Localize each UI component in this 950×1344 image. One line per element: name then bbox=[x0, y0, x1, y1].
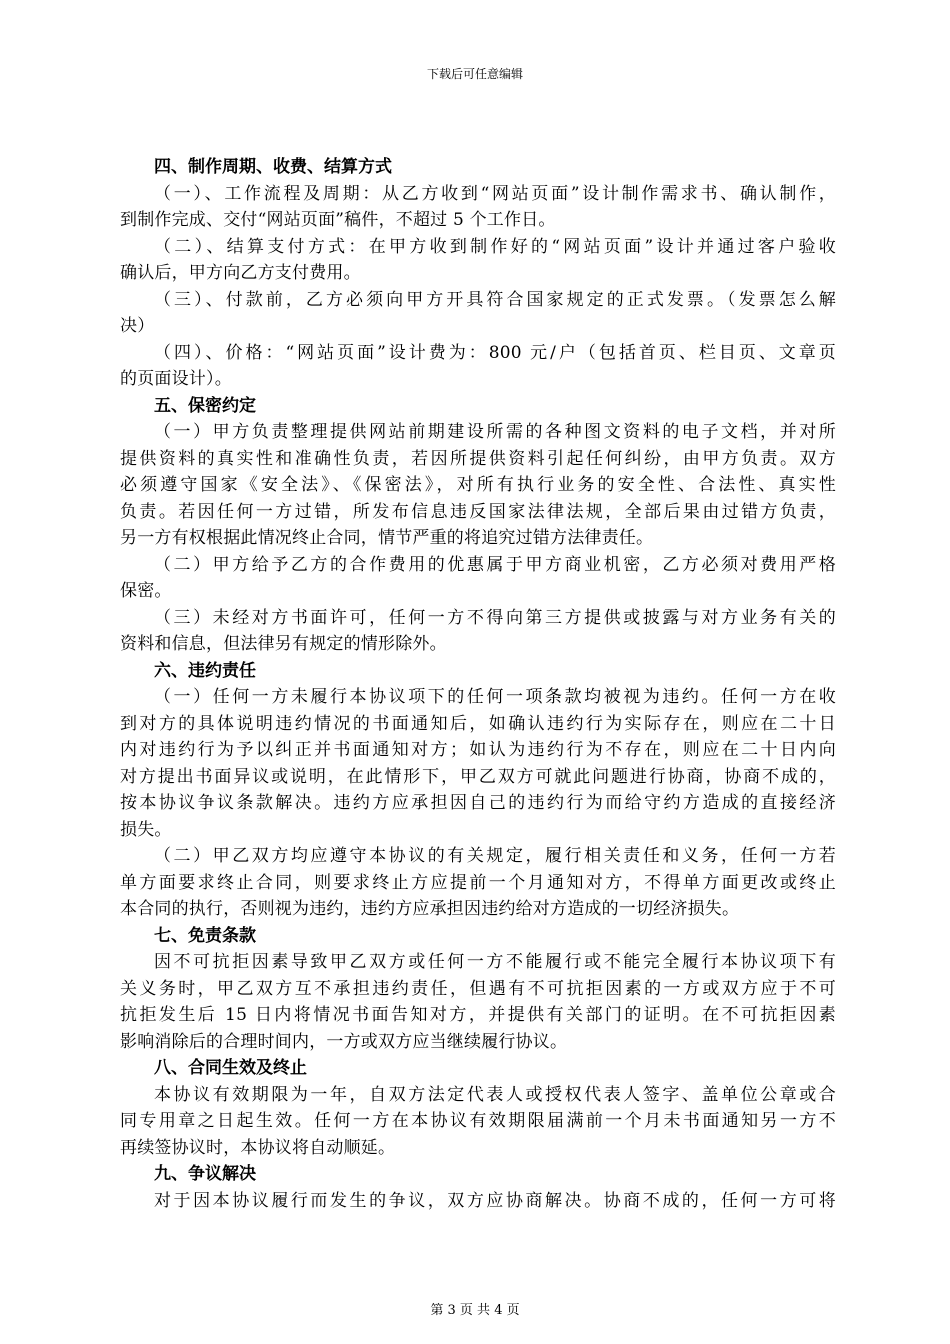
paragraph-line: 对方提出书面异议或说明，在此情形下，甲乙双方可就此问题进行协商，协商不成的， bbox=[120, 766, 836, 787]
paragraph-line: （二）、结算支付方式：在甲方收到制作好的“网站页面”设计并通过客户验收 bbox=[154, 236, 836, 257]
section-heading: 九、争议解决 bbox=[154, 1164, 256, 1184]
paragraph-line: 负责。若因任何一方过错，所发布信息违反国家法律法规，全部后果由过错方负责， bbox=[120, 501, 836, 522]
paragraph-line: （二）甲乙双方均应遵守本协议的有关规定，履行相关责任和义务，任何一方若 bbox=[154, 846, 836, 866]
paragraph-line: 对于因本协议履行而发生的争议，双方应协商解决。协商不成的，任何一方可将 bbox=[154, 1190, 836, 1211]
paragraph-line: 单方面要求终止合同，则要求终止方应提前一个月通知对方，不得单方面更改或终止 bbox=[120, 872, 836, 893]
paragraph-line: 本协议有效期限为一年，自双方法定代表人或授权代表人签字、盖单位公章或合 bbox=[154, 1084, 836, 1105]
paragraph-line: （一）、工作流程及周期：从乙方收到“网站页面”设计制作需求书、确认制作， bbox=[154, 183, 836, 204]
paragraph-line: （三）、付款前，乙方必须向甲方开具符合国家规定的正式发票。（发票怎么解 bbox=[154, 289, 836, 310]
paragraph-line: 到对方的具体说明违约情况的书面通知后，如确认违约行为实际存在，则应在二十日 bbox=[120, 713, 836, 734]
paragraph-line: 同专用章之日起生效。任何一方在本协议有效期限届满前一个月未书面通知另一方不 bbox=[120, 1111, 836, 1131]
paragraph-line: 本合同的执行，否则视为违约，违约方应承担因违约给对方造成的一切经济损失。 bbox=[120, 899, 740, 919]
paragraph-line: 保密。 bbox=[120, 581, 172, 601]
paragraph-line: 影响消除后的合理时间内，一方或双方应当继续履行协议。 bbox=[120, 1031, 568, 1052]
paragraph-line: 的页面设计）。 bbox=[120, 369, 232, 389]
paragraph-line: 提供资料的真实性和准确性负责，若因所提供资料引起任何纠纷，由甲方负责。双方 bbox=[120, 448, 836, 469]
paragraph-line: 到制作完成、交付“网站页面”稿件，不超过 5 个工作日。 bbox=[120, 210, 556, 230]
paragraph-line: 决） bbox=[120, 316, 155, 336]
paragraph-line: 确认后，甲方向乙方支付费用。 bbox=[120, 263, 361, 283]
paragraph-line: 因不可抗拒因素导致甲乙双方或任何一方不能履行或不能完全履行本协议项下有 bbox=[154, 952, 836, 972]
paragraph-line: （一）任何一方未履行本协议项下的任何一项条款均被视为违约。任何一方在收 bbox=[154, 687, 836, 707]
section-heading: 五、保密约定 bbox=[154, 395, 256, 416]
section-heading: 六、违约责任 bbox=[154, 660, 256, 681]
paragraph-line: 按本协议争议条款解决。违约方应承担因自己的违约行为而给守约方造成的直接经济 bbox=[120, 793, 836, 813]
paragraph-line: 资料和信息，但法律另有规定的情形除外。 bbox=[120, 634, 447, 654]
paragraph-line: 损失。 bbox=[120, 819, 172, 840]
paragraph-line: （三）未经对方书面许可，任何一方不得向第三方提供或披露与对方业务有关的 bbox=[154, 607, 836, 628]
paragraph-line: 内对违约行为予以纠正并书面通知对方；如认为违约行为不存在，则应在二十日内向 bbox=[120, 740, 836, 760]
page-header: 下载后可任意编辑 bbox=[426, 67, 523, 81]
paragraph-line: 抗拒发生后 15 日内将情况书面告知对方，并提供有关部门的证明。在不可抗拒因素 bbox=[120, 1005, 836, 1025]
paragraph-line: 关义务时，甲乙双方互不承担违约责任，但遇有不可抗拒因素的一方或双方应于不可 bbox=[120, 978, 836, 999]
page-footer: 第 3 页 共 4 页 bbox=[430, 1303, 520, 1318]
paragraph-line: （四）、价格：“网站页面”设计费为：800 元/户（包括首页、栏目页、文章页 bbox=[154, 342, 836, 363]
document-body bbox=[120, 154, 836, 1214]
paragraph-line: 再续签协议时，本协议将自动顺延。 bbox=[120, 1137, 396, 1158]
paragraph-line: 另一方有权根据此情况终止合同，情节严重的将追究过错方法律责任。 bbox=[120, 528, 654, 548]
section-heading: 四、制作周期、收费、结算方式 bbox=[154, 157, 392, 177]
section-heading: 八、合同生效及终止 bbox=[154, 1058, 307, 1078]
paragraph-line: （一）甲方负责整理提供网站前期建设所需的各种图文资料的电子文档，并对所 bbox=[154, 422, 836, 442]
paragraph-line: 必须遵守国家《安全法》、《保密法》，对所有执行业务的安全性、合法性、真实性 bbox=[120, 475, 836, 495]
paragraph-line: （二）甲方给予乙方的合作费用的优惠属于甲方商业机密，乙方必须对费用严格 bbox=[154, 554, 836, 575]
section-heading: 七、免责条款 bbox=[154, 925, 256, 946]
